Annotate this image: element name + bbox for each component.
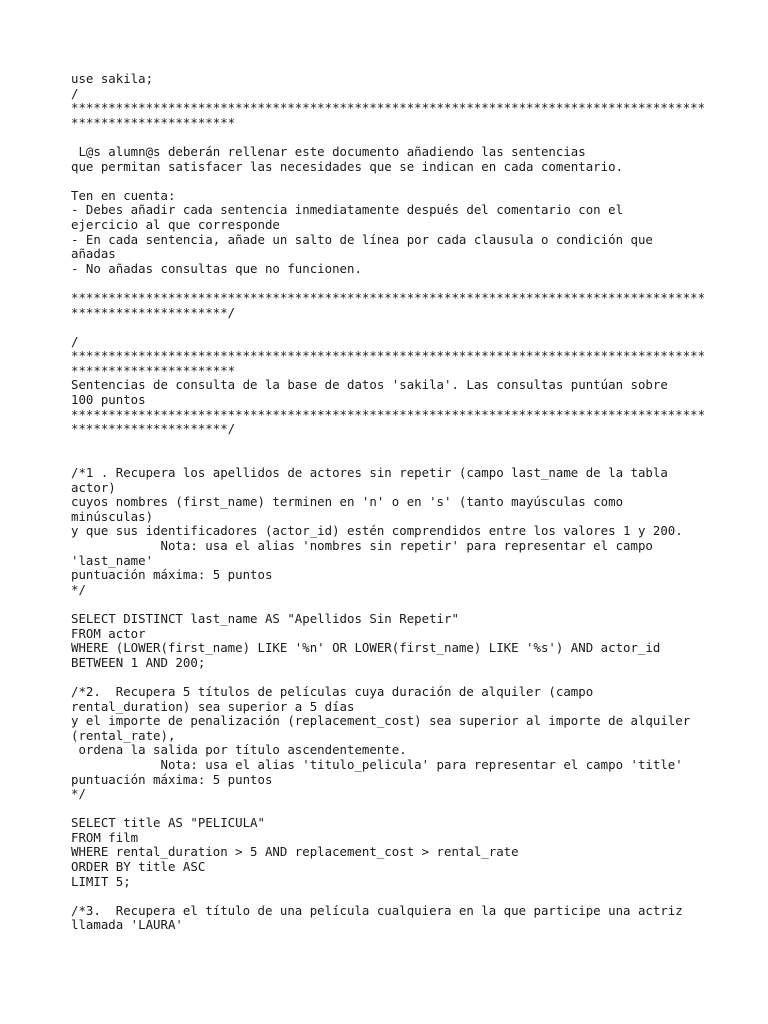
document-line: /	[71, 85, 79, 101]
document-line: /*2. Recupera 5 títulos de películas cuya duración de alquiler (campo	[71, 683, 594, 699]
document-line	[71, 597, 711, 612]
document-page	[71, 72, 711, 933]
document-line: /*1 . Recupera los apellidos de actores sin repetir (campo last_name de la tabla	[71, 465, 668, 481]
document-line: *********************/	[71, 421, 236, 437]
document-line: FROM actor	[71, 625, 146, 641]
document-line: /	[71, 333, 79, 349]
document-line	[71, 802, 711, 817]
document-line: WHERE rental_duration > 5 AND replacement_cost > rental_rate	[71, 844, 519, 860]
document-line	[71, 130, 711, 145]
document-line: rental_duration) sea superior a 5 días	[71, 698, 355, 714]
document-line: *************************************************************************************	[71, 289, 706, 305]
document-line: - Debes añadir cada sentencia inmediatamente después del comentario con el	[71, 202, 624, 218]
document-line: LIMIT 5;	[71, 873, 131, 889]
document-line: *************************************************************************************	[71, 406, 706, 422]
document-line: puntuación máxima: 5 puntos	[71, 771, 273, 787]
document-line: - No añadas consultas que no funcionen.	[71, 260, 362, 276]
document-line: Ten en cuenta:	[71, 187, 176, 203]
document-line: ORDER BY title ASC	[71, 859, 206, 875]
document-line	[71, 320, 711, 335]
document-line: SELECT title AS "PELICULA"	[71, 815, 265, 831]
document-line: - En cada sentencia, añade un salto de línea por cada clausula o condición que	[71, 231, 653, 247]
document-line: 100 puntos	[71, 392, 146, 408]
document-line	[71, 276, 711, 291]
document-line	[71, 889, 711, 904]
document-line	[71, 437, 711, 452]
document-line: Nota: usa el alias 'nombres sin repetir' para representar el campo	[71, 538, 653, 553]
document-line: Sentencias de consulta de la base de datos 'sakila'. Las consultas puntúan sobre	[71, 377, 668, 393]
document-line: FROM film	[71, 829, 139, 845]
document-line: cuyos nombres (first_name) terminen en 'n' o en 's' (tanto mayúsculas como	[71, 494, 624, 510]
document-line: */	[71, 786, 86, 802]
document-line: y que sus identificadores (actor_id) estén comprendidos entre los valores 1 y 200.	[71, 523, 683, 539]
document-line: 'last_name'	[71, 552, 154, 568]
document-line: /*3. Recupera el título de una película cualquiera en la que participe una actriz	[71, 902, 683, 918]
document-line: y el importe de penalización (replacement_cost) sea superior al importe de alquiler	[71, 713, 691, 729]
document-line: minúsculas)	[71, 508, 154, 524]
document-line	[71, 174, 711, 189]
document-line: WHERE (LOWER(first_name) LIKE '%n' OR LOWER(first_name) LIKE '%s') AND actor_id	[71, 640, 661, 656]
document-line: **********************	[71, 114, 236, 130]
document-line: Nota: usa el alias 'titulo_pelicula' para representar el campo 'title'	[71, 756, 683, 772]
document-line: puntuación máxima: 5 puntos	[71, 567, 273, 583]
document-line: *********************/	[71, 304, 236, 320]
document-line: (rental_rate),	[71, 727, 176, 743]
document-line: *************************************************************************************	[71, 100, 706, 116]
document-line	[71, 670, 711, 685]
document-line: ejercicio al que corresponde	[71, 216, 280, 232]
document-line: que permitan satisfacer las necesidades que se indican en cada comentario.	[71, 158, 624, 174]
document-line: */	[71, 581, 86, 597]
document-line	[71, 451, 711, 466]
document-line: llamada 'LAURA'	[71, 917, 183, 933]
document-line: *************************************************************************************	[71, 348, 706, 364]
document-line: use sakila;	[71, 71, 154, 86]
document-line: añadas	[71, 246, 116, 262]
document-line: ordena la salida por título ascendentemente.	[71, 742, 407, 758]
document-line: actor)	[71, 479, 116, 495]
document-line: SELECT DISTINCT last_name AS "Apellidos Sin Repetir"	[71, 610, 459, 626]
document-line: **********************	[71, 362, 236, 378]
document-line: L@s alumn@s deberán rellenar este documento añadiendo las sentencias	[71, 143, 586, 159]
document-line: BETWEEN 1 AND 200;	[71, 654, 206, 670]
